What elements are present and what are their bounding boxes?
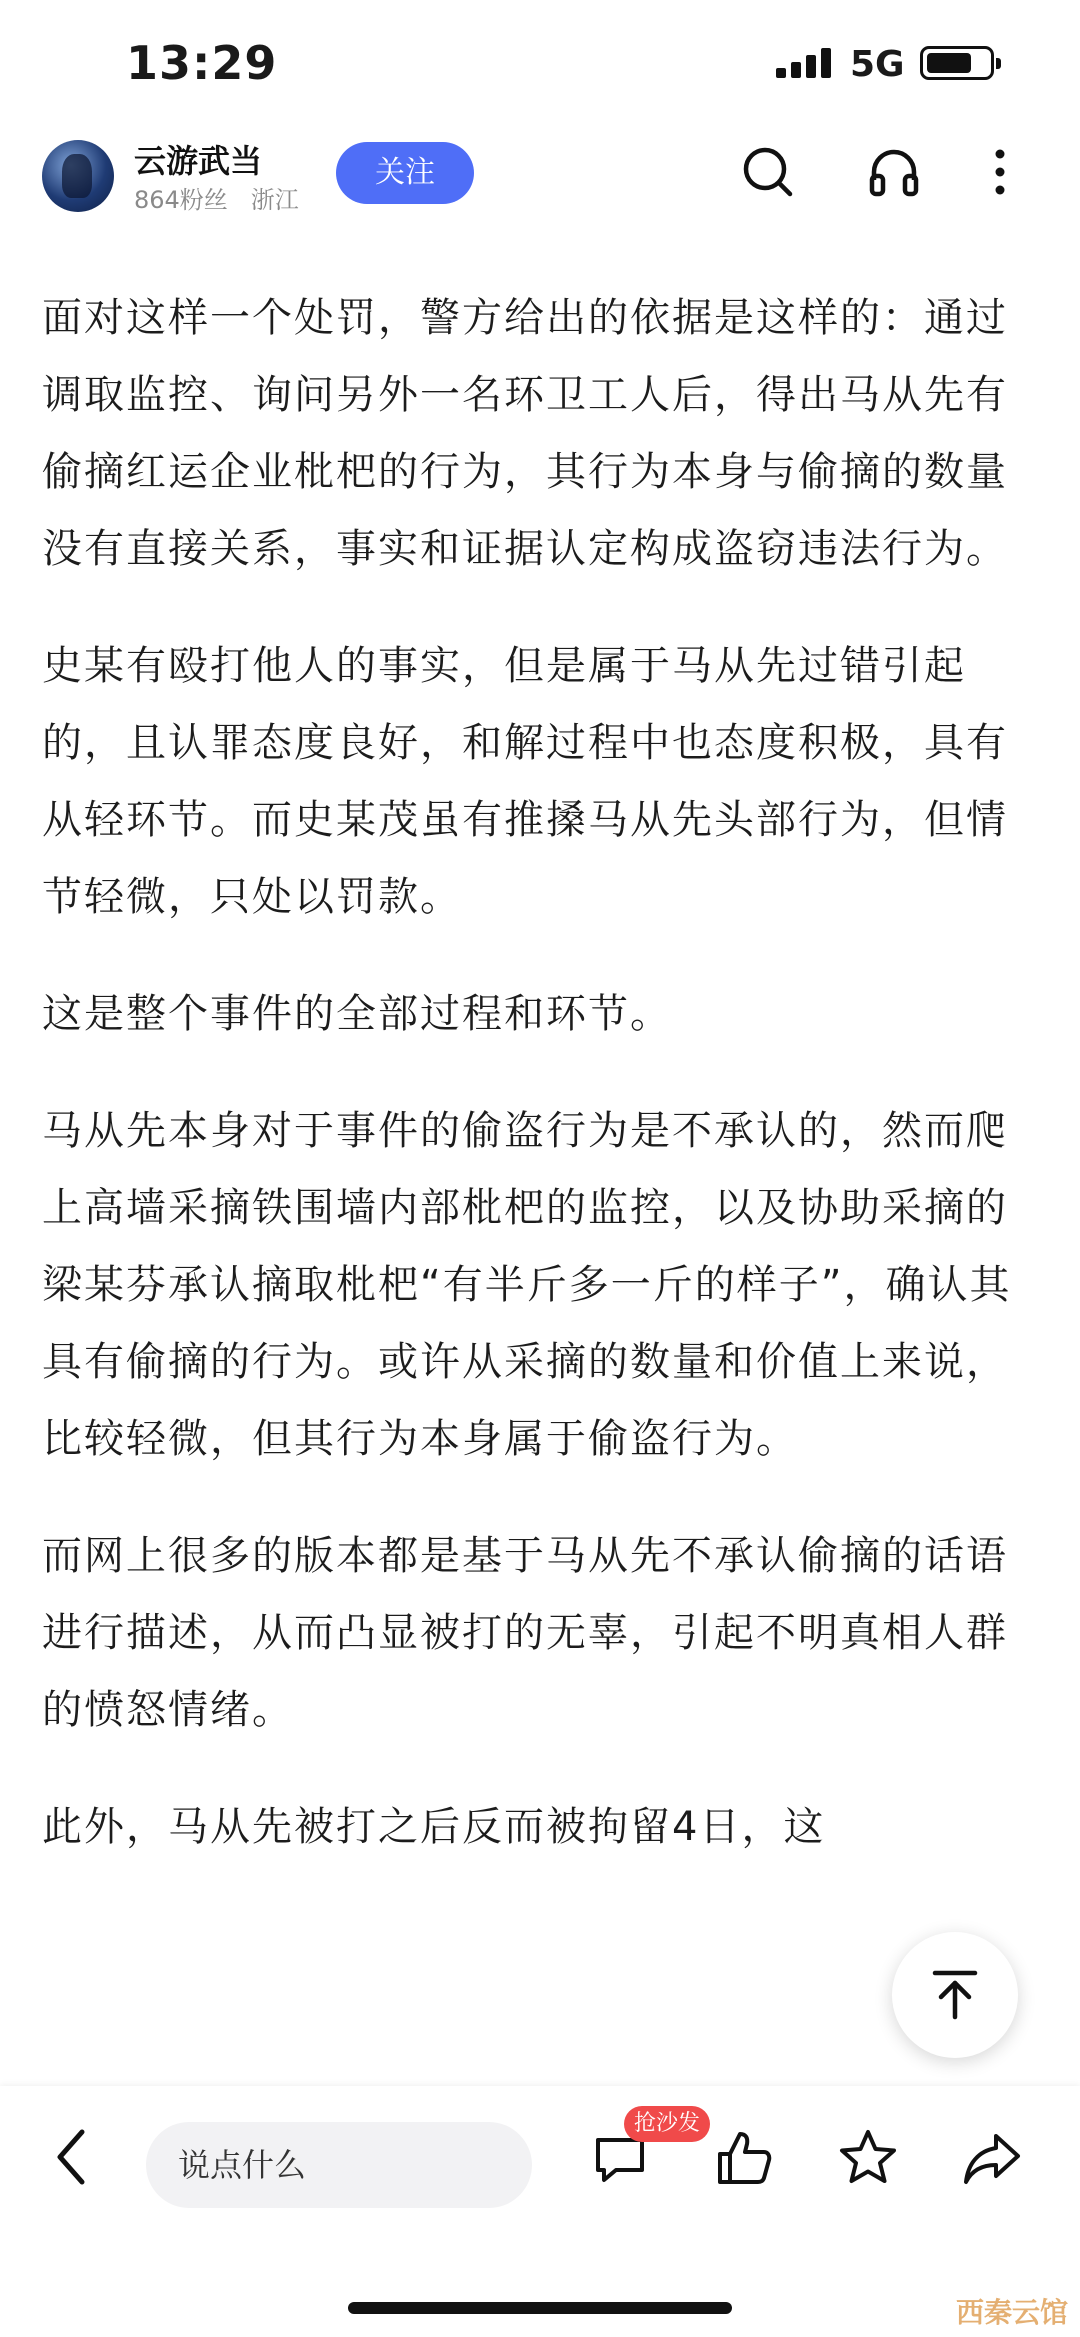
- home-indicator: [348, 2302, 732, 2314]
- signal-icon: [776, 46, 834, 78]
- article-paragraph: 面对这样一个处罚，警方给出的依据是这样的：通过调取监控、询问另外一名环卫工人后，得出马从先有偷摘红运企业枇杷的行为，其行为本身与偷摘的数量没有直接关系，事实和证据认定构成盗窃违法行为。: [42, 295, 1008, 572]
- bottom-action-bar: [0, 2086, 1080, 2337]
- like-icon[interactable]: [712, 2126, 776, 2190]
- network-label: 5G: [850, 44, 905, 85]
- scroll-to-top-button[interactable]: [892, 1932, 1018, 2058]
- author-meta: 864粉丝 浙江: [134, 186, 299, 214]
- article-paragraph: 此外，马从先被打之后反而被拘留4日，这: [42, 1804, 826, 1850]
- share-icon[interactable]: [960, 2126, 1024, 2190]
- article-paragraph: 马从先本身对于事件的偷盗行为是不承认的，然而爬上高墙采摘铁围墙内部枇杷的监控，以及协助采摘的梁某芬承认摘取枇杷“有半斤多一斤的样子”，确认其具有偷摘的行为。或许从采摘的数量和价值上来说，比较轻微，但其行为本身属于偷盗行为。: [42, 1108, 1012, 1462]
- article-paragraph: 而网上很多的版本都是基于马从先不承认偷摘的话语进行描述，从而凸显被打的无辜，引起不明真相人群的愤怒情绪。: [42, 1533, 1008, 1733]
- battery-icon: [920, 46, 994, 80]
- status-time: 13:29: [126, 36, 278, 90]
- follow-button[interactable]: 关注: [336, 142, 474, 204]
- status-bar: [0, 0, 1080, 130]
- watermark: 西秦云馆: [955, 2296, 1068, 2329]
- avatar[interactable]: [42, 140, 114, 212]
- article-paragraph: 这是整个事件的全部过程和环节。: [42, 991, 672, 1037]
- sofa-badge: 抢沙发: [624, 2106, 710, 2142]
- article-body: [42, 280, 1042, 1906]
- arrow-up-icon: [925, 1965, 985, 2025]
- author-header: [0, 130, 1080, 240]
- back-icon[interactable]: [46, 2122, 96, 2192]
- star-icon[interactable]: [836, 2126, 900, 2190]
- search-icon[interactable]: [738, 142, 798, 202]
- comment-input[interactable]: 说点什么: [146, 2122, 532, 2208]
- article-paragraph: 史某有殴打他人的事实，但是属于马从先过错引起的，且认罪态度良好，和解过程中也态度积极，具有从轻环节。而史某茂虽有推搡马从先头部行为，但情节轻微，只处以罚款。: [42, 643, 1008, 920]
- more-vertical-icon[interactable]: [970, 142, 1030, 202]
- headphones-icon[interactable]: [864, 142, 924, 202]
- author-name[interactable]: 云游武当: [134, 142, 263, 180]
